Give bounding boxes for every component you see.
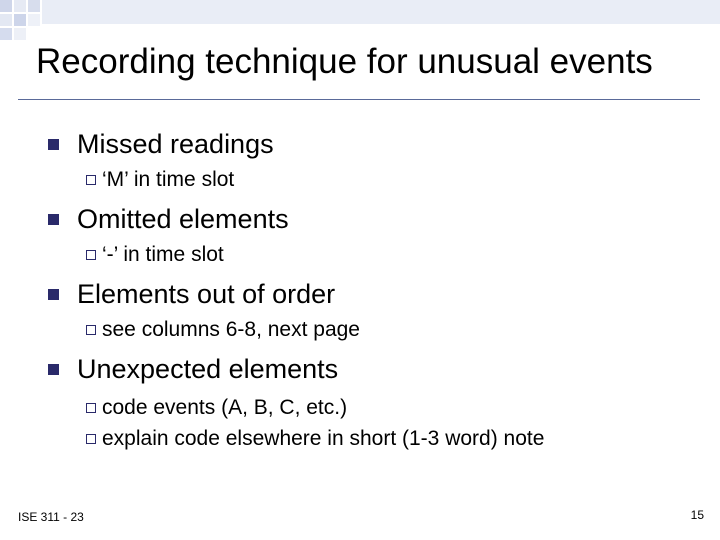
- square-bullet-icon: [48, 139, 59, 150]
- square-bullet-icon: [48, 364, 59, 375]
- hollow-square-bullet-icon: [86, 434, 96, 444]
- square-bullet-icon: [48, 214, 59, 225]
- subbullet-text: ‘M’ in time slot: [102, 168, 235, 191]
- subbullet-explain-code: [86, 425, 544, 453]
- subbullet-text: see columns 6-8, next page: [102, 318, 360, 341]
- bullet-elements-out-of-order: [48, 277, 335, 311]
- title-divider: [18, 99, 700, 100]
- bullet-text: Omitted elements: [77, 203, 289, 234]
- subbullet-see-columns: [86, 316, 360, 344]
- subbullet-dash-in-time-slot: [86, 241, 224, 269]
- page-number: 15: [690, 508, 704, 522]
- square-bullet-icon: [48, 289, 59, 300]
- bullet-unexpected-elements: [48, 352, 338, 386]
- bullet-text: Unexpected elements: [77, 353, 339, 384]
- slide-footer: ISE 311 - 23: [18, 510, 84, 524]
- subbullet-text: ‘-’ in time slot: [102, 243, 224, 266]
- hollow-square-bullet-icon: [86, 175, 96, 185]
- bullet-text: Elements out of order: [77, 278, 336, 309]
- hollow-square-bullet-icon: [86, 250, 96, 260]
- subbullet-text: code events (A, B, C, etc.): [102, 396, 348, 419]
- hollow-square-bullet-icon: [86, 325, 96, 335]
- subbullet-code-events: [86, 394, 347, 422]
- slide-title: Recording technique for unusual events: [36, 42, 653, 81]
- bullet-missed-readings: [48, 127, 274, 161]
- subbullet-m-in-time-slot: [86, 166, 234, 194]
- bullet-text: Missed readings: [77, 128, 274, 159]
- subbullet-text: explain code elsewhere in short (1-3 word) note: [102, 427, 545, 450]
- hollow-square-bullet-icon: [86, 403, 96, 413]
- bullet-omitted-elements: [48, 202, 289, 236]
